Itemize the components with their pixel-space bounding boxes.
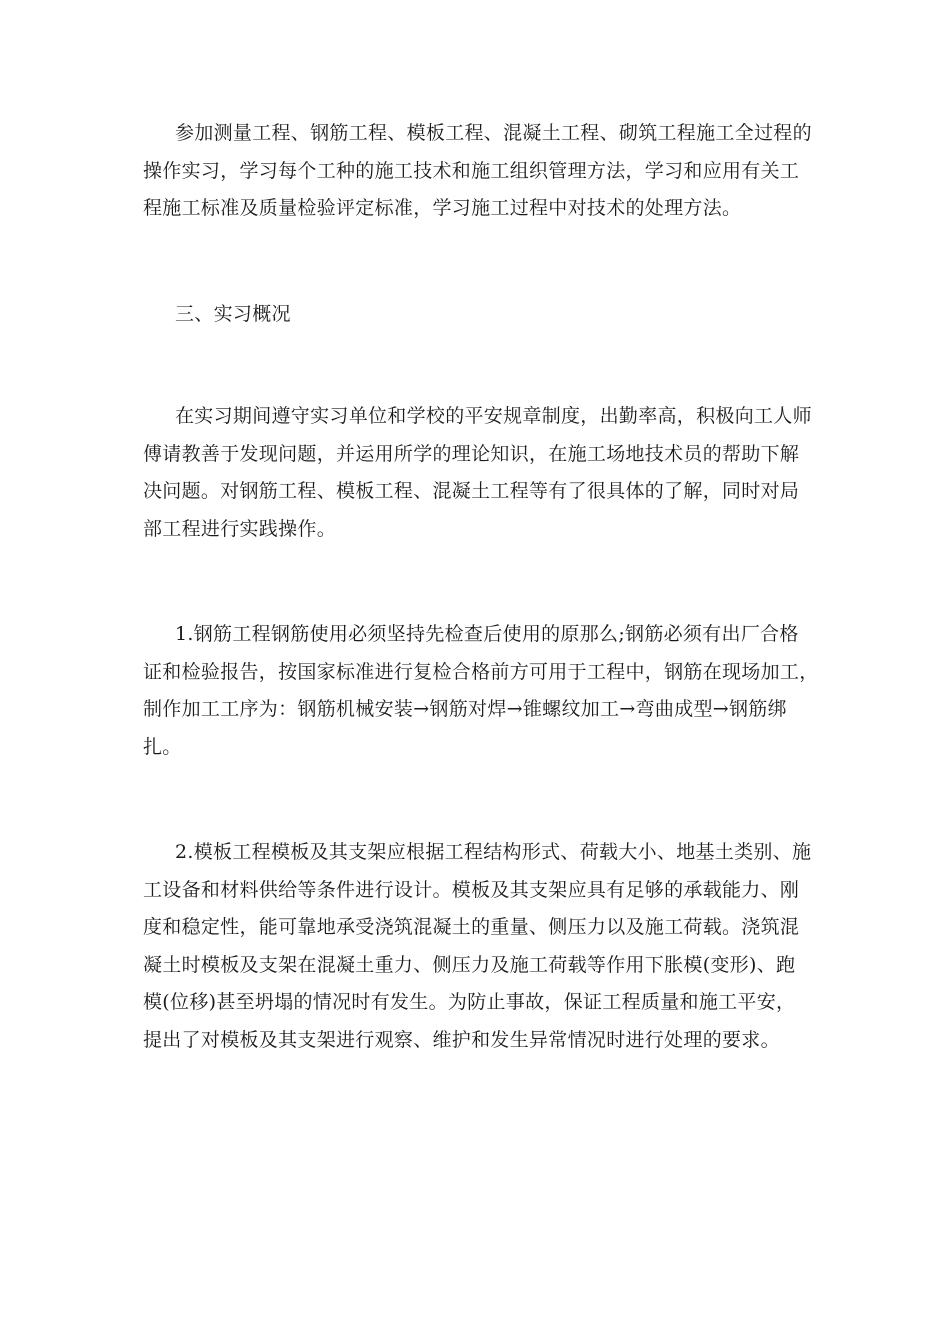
- text-line: 证和检验报告，按国家标准进行复检合格前方可用于工程中，钢筋在现场加工，: [143, 660, 819, 683]
- text-line: 提出了对模板及其支架进行观察、维护和发生异常情况时进行处理的要求。: [143, 1028, 780, 1051]
- text-line: 工设备和材料供给等条件进行设计。模板及其支架应具有足够的承载能力、刚: [143, 878, 800, 901]
- paragraph-internship-scope: [143, 115, 812, 228]
- text-line: 操作实习，学习每个工种的施工技术和施工组织管理方法，学习和应用有关工: [143, 159, 800, 182]
- text-line: 扎。: [143, 735, 182, 758]
- section-heading: [143, 296, 803, 334]
- text-line: 凝土时模板及支架在混凝土重力、侧压力及施工荷载等作用下胀模(变形)、跑: [143, 953, 796, 976]
- text-line: 2.模板工程模板及其支架应根据工程结构形式、荷载大小、地基土类别、施: [175, 841, 812, 863]
- text-line: 傅请教善于发现问题，并运用所学的理论知识，在施工场地技术员的帮助下解: [143, 442, 800, 465]
- paragraph-internship-overview: [143, 398, 812, 548]
- text-line: 程施工标准及质量检验评定标准，学习施工过程中对技术的处理方法。: [143, 197, 742, 219]
- section-heading-text: 三、实习概况: [175, 303, 291, 325]
- text-line: 度和稳定性，能可靠地承受浇筑混凝土的重量、侧压力以及施工荷载。浇筑混: [143, 916, 800, 938]
- paragraph-item-rebar: [143, 616, 819, 766]
- text-line: 部工程进行实践操作。: [143, 517, 337, 540]
- paragraph-item-formwork: [143, 834, 812, 1059]
- text-line: 模(位移)甚至坍塌的情况时有发生。为防止事故，保证工程质量和施工平安，: [143, 991, 796, 1013]
- text-line: 参加测量工程、钢筋工程、模板工程、混凝土工程、砌筑工程施工全过程的: [175, 122, 812, 144]
- text-line: 1.钢筋工程钢筋使用必须坚持先检查后使用的原那么;钢筋必须有出厂合格: [175, 623, 799, 645]
- text-line: 在实习期间遵守实习单位和学校的平安规章制度，出勤率高，积极向工人师: [175, 405, 812, 427]
- text-line: 决问题。对钢筋工程、模板工程、混凝土工程等有了很具体的了解，同时对局: [143, 480, 800, 502]
- text-line: 制作加工工序为：钢筋机械安装→钢筋对焊→锥螺纹加工→弯曲成型→钢筋绑: [143, 698, 787, 720]
